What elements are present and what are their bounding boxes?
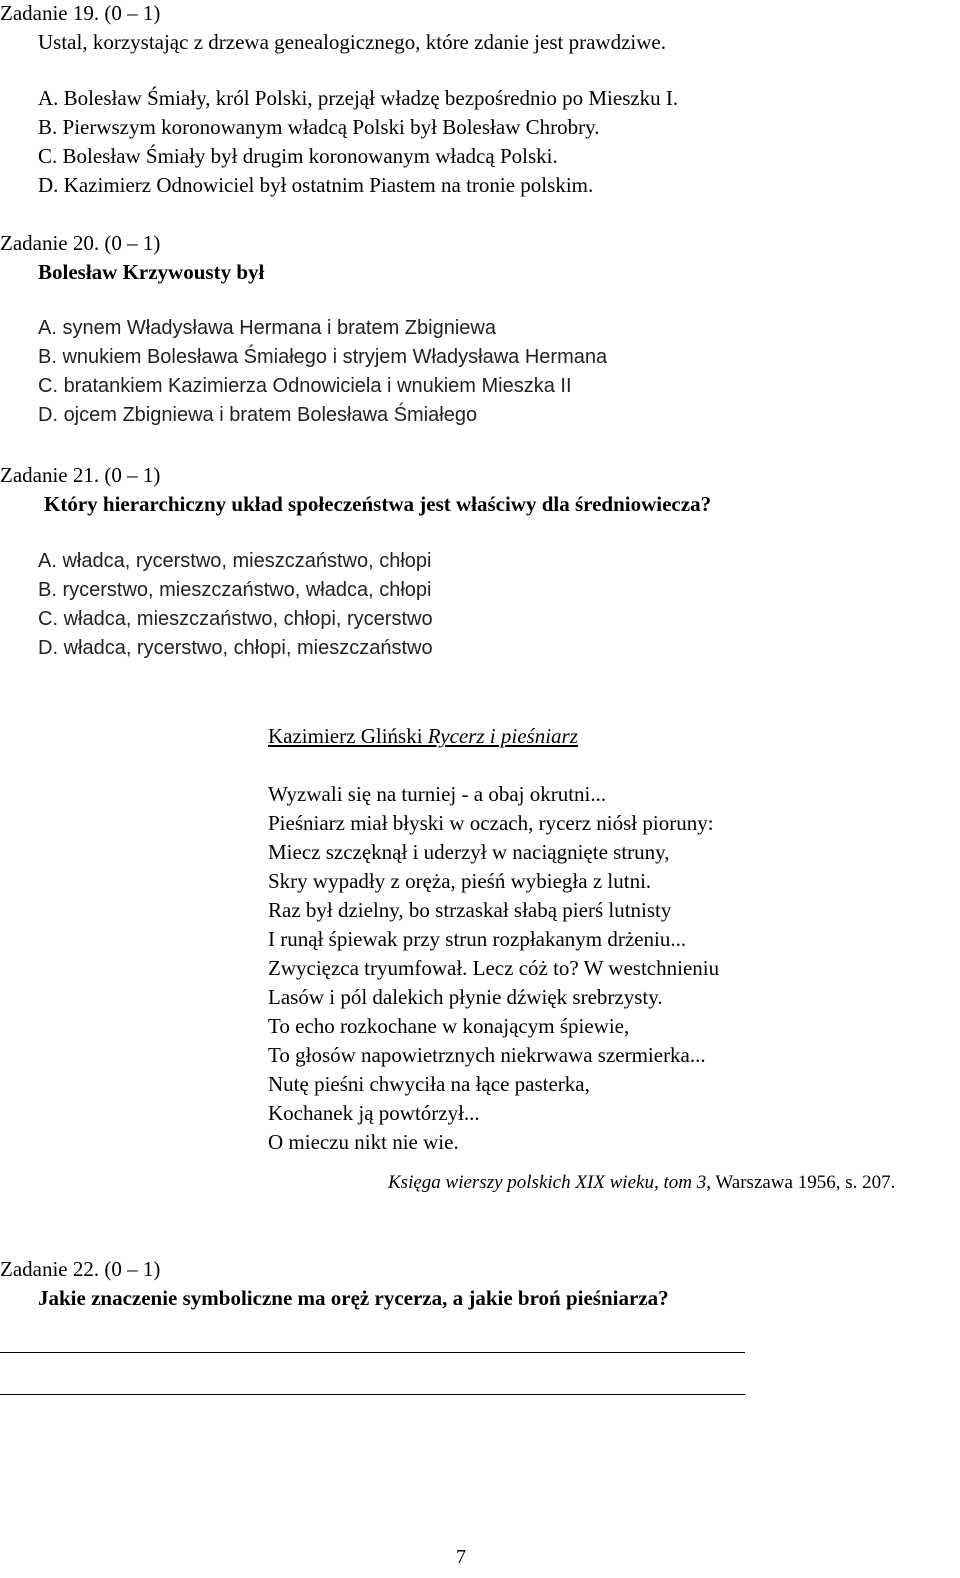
poem-line: Nutę pieśni chwyciła na łące pasterka,	[268, 1072, 590, 1096]
task-21-points: (0 – 1)	[104, 463, 161, 487]
option-a[interactable]: A. synem Władysława Hermana i bratem Zbigniewa	[38, 317, 496, 339]
poem-line: O mieczu nikt nie wie.	[268, 1130, 459, 1154]
task-21-label: Zadanie 21.	[0, 463, 100, 487]
poem-line: Pieśniarz miał błyski w oczach, rycerz niósł pioruny:	[268, 811, 714, 835]
page-number: 7	[456, 1546, 466, 1568]
poem-title-text: Rycerz i pieśniarz	[427, 724, 578, 748]
poem-author: Kazimierz Gliński	[268, 724, 423, 748]
option-b[interactable]: B. rycerstwo, mieszczaństwo, władca, chłopi	[38, 579, 432, 601]
poem-line: I runął śpiewak przy strun rozpłakanym drżeniu...	[268, 927, 687, 951]
option-d[interactable]: D. Kazimierz Odnowiciel był ostatnim Piastem na tronie polskim.	[38, 173, 594, 197]
poem-source	[388, 1170, 895, 1196]
task-20-header	[0, 230, 160, 256]
option-c[interactable]: C. władca, mieszczaństwo, chłopi, rycerstwo	[38, 608, 433, 630]
poem-line: Skry wypadły z oręża, pieśń wybiegła z lutni.	[268, 869, 652, 893]
answer-line[interactable]	[0, 1394, 745, 1395]
option-d[interactable]: D. władca, rycerstwo, chłopi, mieszczaństwo	[38, 637, 433, 659]
option-a[interactable]: A. Bolesław Śmiały, król Polski, przejął władzę bezpośrednio po Mieszku I.	[38, 86, 679, 110]
task-22-label: Zadanie 22.	[0, 1257, 100, 1281]
poem-title	[268, 722, 578, 750]
task-19-points: (0 – 1)	[104, 1, 161, 25]
poem-line: Lasów i pól dalekich płynie dźwięk srebrzysty.	[268, 985, 663, 1009]
poem-line: Wyzwali się na turniej - a obaj okrutni...	[268, 782, 607, 806]
task-20-options	[38, 314, 607, 430]
task-22-header	[0, 1256, 160, 1282]
poem-body	[268, 780, 719, 1157]
task-21-header	[0, 462, 160, 488]
option-d[interactable]: D. ojcem Zbigniewa i bratem Bolesława Śmiałego	[38, 404, 478, 426]
task-19-stem: Ustal, korzystając z drzewa genealogicznego, które zdanie jest prawdziwe.	[38, 30, 666, 54]
task-19-header	[0, 0, 160, 26]
option-b[interactable]: B. wnukiem Bolesława Śmiałego i stryjem Władysława Hermana	[38, 346, 608, 368]
task-22-points: (0 – 1)	[104, 1257, 161, 1281]
poem-line: To głosów napowietrznych niekrwawa szermierka...	[268, 1043, 706, 1067]
task-22-stem: Jakie znaczenie symboliczne ma oręż rycerza, a jakie broń pieśniarza?	[38, 1286, 669, 1310]
task-19-label: Zadanie 19.	[0, 1, 100, 25]
task-21-stem: Który hierarchiczny układ społeczeństwa jest właściwy dla średniowiecza?	[44, 492, 712, 516]
option-c[interactable]: C. Bolesław Śmiały był drugim koronowanym władcą Polski.	[38, 144, 558, 168]
answer-line[interactable]	[0, 1352, 745, 1353]
task-21-options	[38, 547, 433, 663]
poem-source-publication: Warszawa 1956, s. 207.	[710, 1172, 896, 1193]
poem-line: Miecz szczęknął i uderzył w naciągnięte struny,	[268, 840, 670, 864]
poem-line: To echo rozkochane w konającym śpiewie,	[268, 1014, 630, 1038]
task-20-points: (0 – 1)	[104, 231, 161, 255]
poem-source-book: Księga wierszy polskich XIX wieku, tom 3,	[388, 1172, 711, 1193]
task-19-options	[38, 84, 678, 200]
task-20-stem: Bolesław Krzywousty był	[38, 260, 265, 284]
option-a[interactable]: A. władca, rycerstwo, mieszczaństwo, chłopi	[38, 550, 432, 572]
poem-line: Zwycięzca tryumfował. Lecz cóż to? W westchnieniu	[268, 956, 720, 980]
option-c[interactable]: C. bratankiem Kazimierza Odnowiciela i wnukiem Mieszka II	[38, 375, 572, 397]
option-b[interactable]: B. Pierwszym koronowanym władcą Polski był Bolesław Chrobry.	[38, 115, 600, 139]
task-20-label: Zadanie 20.	[0, 231, 100, 255]
poem-line: Kochanek ją powtórzył...	[268, 1101, 480, 1125]
poem-line: Raz był dzielny, bo strzaskał słabą pierś lutnisty	[268, 898, 672, 922]
